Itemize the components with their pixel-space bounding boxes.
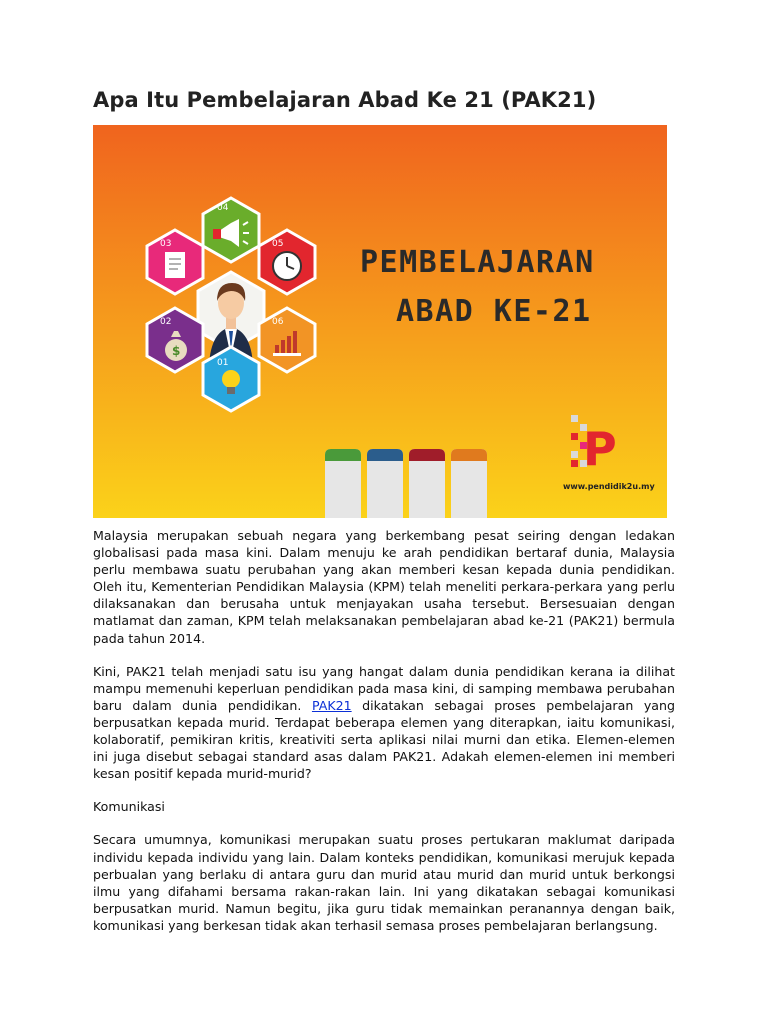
article-body xyxy=(93,527,675,950)
clock-icon xyxy=(273,252,301,280)
banner-image xyxy=(93,125,667,518)
banner-headline-line2: ABAD KE-21 xyxy=(396,294,592,329)
hexagon-03-number: 03 xyxy=(160,239,172,249)
svg-text:$: $ xyxy=(172,344,181,358)
hexagon-01-number: 01 xyxy=(217,358,229,368)
hexagon-05-number: 05 xyxy=(272,239,284,249)
banner-website: www.pendidik2u.my xyxy=(563,482,655,491)
paragraph-2-intro: Kini, PAK21 telah menjadi satu isu yang hangat dalam dunia pendidikan kerana ia dilihat mampu memenuhi keperluan pendidikan pada masa kini, di samping membawa perubahan baru dalam dunia pendidikan. xyxy=(93,663,675,713)
document-icon xyxy=(165,252,185,278)
pak21-link[interactable]: PAK21 xyxy=(311,697,352,713)
page-title: Apa Itu Pembelajaran Abad Ke 21 (PAK21) xyxy=(93,88,597,112)
banner-graphic xyxy=(93,125,667,518)
banner-headline-line1: PEMBELAJARAN xyxy=(360,245,595,280)
hexagon-06-number: 06 xyxy=(272,317,284,327)
paragraph-3: Secara umumnya, komunikasi merupakan suatu proses pertukaran maklumat daripada individu kepada individu yang lain. Dalam konteks pendidikan, komunikasi merujuk kepada perbualan yang berlaku di antara guru dan murid atau murid dan murid untuk berkongsi ilmu yang difahami bersama rakan-rakan lain. Ini yang dikatakan sebagai komunikasi berpusatkan murid. Namun begitu, jika guru tidak memainkan peranannya dengan baik, komunikasi yang berkesan tidak akan terhasil semasa proses pembelajaran berlangsung. xyxy=(93,832,675,933)
paragraph-1: Malaysia merupakan sebuah negara yang berkembang pesat seiring dengan ledakan globalisasi pada masa kini. Dalam menuju ke arah pendidikan bertaraf dunia, Malaysia perlu membawa suatu perubahan yang akan memberi kesan kepada dunia pendidikan. Oleh itu, Kementerian Pendidikan Malaysia (KPM) telah meneliti perkara-perkara yang perlu dilaksanakan dan berusaha untuk menjayakan usaha tersebut. Bersesuaian dengan matlamat dan zaman, KPM telah melaksanakan pembelajaran abad ke-21 (PAK21) bermula pada tahun 2014. xyxy=(93,528,675,646)
paragraph-2-rest: dikatakan sebagai proses pembelajaran yang berpusatkan kepada murid. Terdapat beberapa elemen yang diterapkan, iaitu komunikasi, kolaboratif, pemikiran kritis, kreativiti serta aplikasi nilai murni dan etika. Elemen-elemen ini juga disebut sebagai standard asas dalam PAK21. Adakah elemen-elemen ini memberi kesan positif kepada murid-murid? xyxy=(93,697,675,782)
paragraph-2 xyxy=(93,663,675,783)
hexagon-04-number: 04 xyxy=(217,203,229,213)
hexagon-02-number: 02 xyxy=(160,317,172,327)
logo-letter: P xyxy=(583,422,617,476)
section-heading-komunikasi: Komunikasi xyxy=(93,799,165,815)
